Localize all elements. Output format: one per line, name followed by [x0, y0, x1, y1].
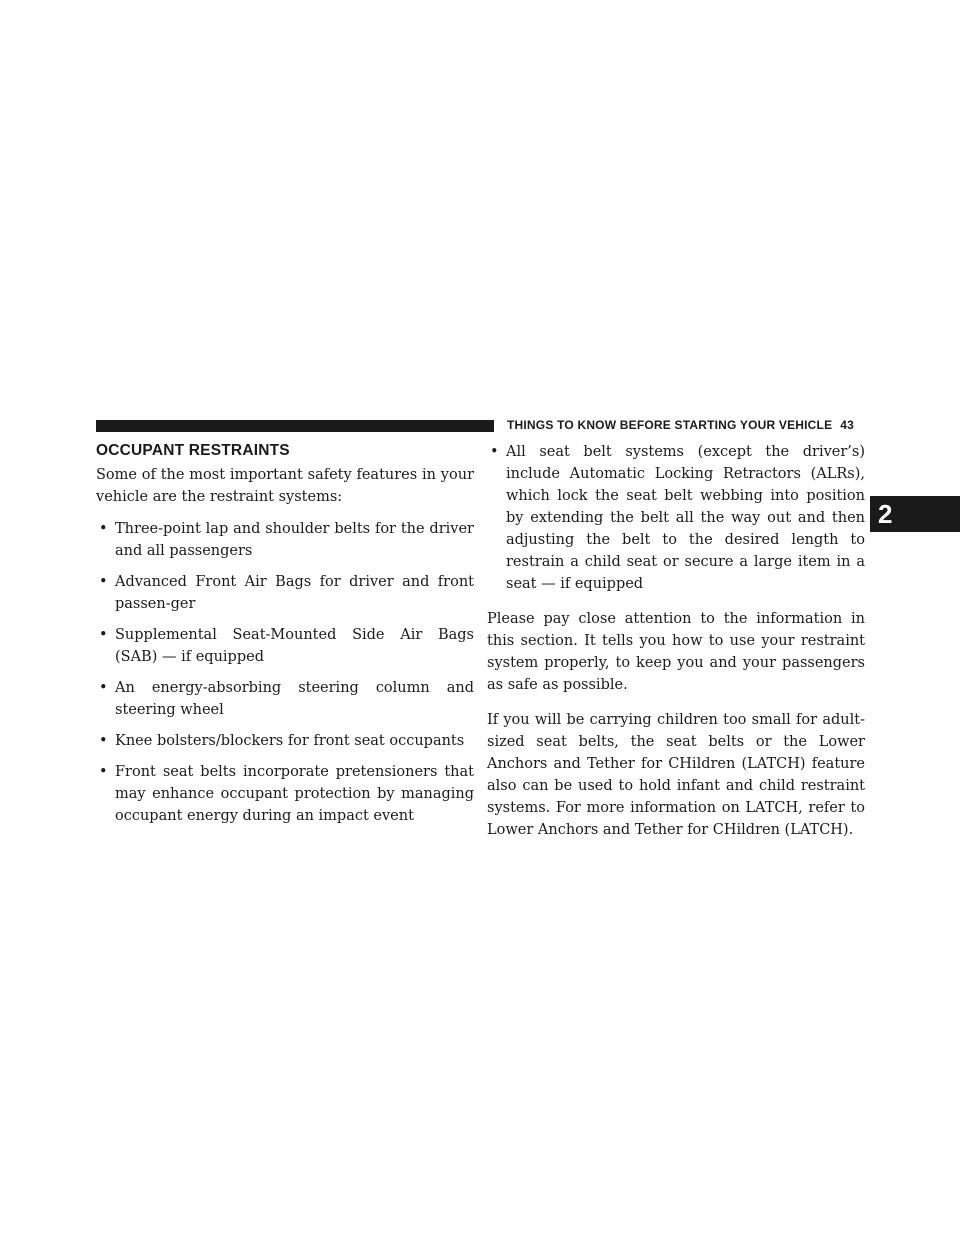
restraint-list-continued — [487, 441, 865, 595]
intro-paragraph: Some of the most important safety features in your vehicle are the restraint systems: — [96, 467, 474, 505]
running-header — [507, 418, 854, 432]
list-item — [96, 571, 474, 615]
bullet-glyph: • — [99, 574, 108, 590]
list-item-text: Knee bolsters/blockers for front seat occupants — [115, 733, 465, 749]
section-title: OCCUPANT RESTRAINTS — [96, 442, 290, 459]
list-item — [96, 624, 474, 668]
header-title: THINGS TO KNOW BEFORE STARTING YOUR VEHICLE — [507, 418, 833, 432]
list-item-text: Advanced Front Air Bags for driver and front passen-ger — [115, 574, 474, 612]
bullet-glyph: • — [99, 521, 108, 537]
list-item — [487, 441, 865, 595]
bullet-glyph: • — [99, 764, 108, 780]
chapter-tab: 2 — [870, 496, 960, 532]
children-paragraph: If you will be carrying children too small for adult-sized seat belts, the seat belts or the Lower Anchors and Tether for CHildren (LATCH) feature also can be used to hold infant and child restraint systems. For more information on LATCH, refer to Lower Anchors and Tether for CHildren (LATCH). — [487, 712, 865, 838]
list-item-text: Front seat belts incorporate pretensioners that may enhance occupant protection by managing occupant energy during an impact event — [115, 764, 474, 824]
page-number: 43 — [840, 418, 855, 432]
header-rule — [96, 420, 494, 432]
list-item — [96, 518, 474, 562]
list-item-text: Supplemental Seat-Mounted Side Air Bags (SAB) — if equipped — [115, 627, 474, 665]
left-column — [96, 441, 474, 836]
list-item — [96, 761, 474, 827]
bullet-glyph: • — [490, 444, 499, 460]
list-item — [96, 730, 474, 752]
list-item-text: An energy-absorbing steering column and steering wheel — [115, 680, 474, 718]
attention-paragraph: Please pay close attention to the information in this section. It tells you how to use your restraint system properly, to keep you and your passengers as safe as possible. — [487, 611, 865, 693]
bullet-glyph: • — [99, 627, 108, 643]
list-item-text: All seat belt systems (except the driver’s) include Automatic Locking Retractors (ALRs), which lock the seat belt webbing into position by extending the belt all the way out and then adjusting the belt to the desired length to restrain a child seat or secure a large item in a seat — if equipped — [506, 444, 865, 592]
list-item-text: Three-point lap and shoulder belts for the driver and all passengers — [115, 521, 474, 559]
right-column — [487, 441, 865, 854]
list-item — [96, 677, 474, 721]
restraint-list — [96, 518, 474, 827]
bullet-glyph: • — [99, 733, 108, 749]
bullet-glyph: • — [99, 680, 108, 696]
